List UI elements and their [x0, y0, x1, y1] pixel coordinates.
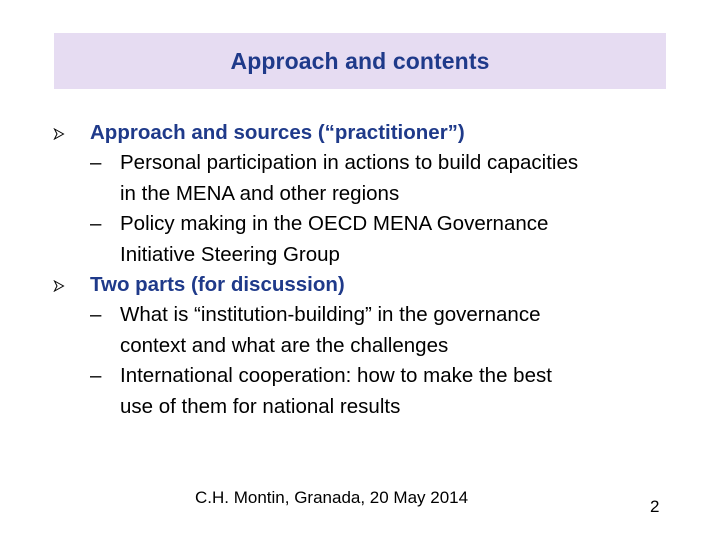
sub-item-line: Initiative Steering Group — [120, 242, 340, 266]
sub-item-line: What is “institution-building” in the governance — [120, 303, 541, 326]
page-number: 2 — [650, 497, 660, 516]
sub-list — [90, 300, 690, 422]
sub-item — [90, 361, 660, 422]
sub-item-line: International cooperation: how to make the best — [120, 364, 552, 387]
slide-title: Approach and contents — [230, 47, 490, 74]
sub-item — [90, 148, 660, 209]
sub-item-line: context and what are the challenges — [120, 333, 449, 357]
sub-item-line: Policy making in the OECD MENA Governance — [120, 212, 549, 235]
arrow-bullet-icon — [53, 280, 65, 292]
dash-marker: – — [90, 303, 102, 326]
sub-item-line: in the MENA and other regions — [120, 181, 400, 205]
bullet-heading: Approach and sources (“practitioner”) — [90, 121, 465, 144]
bullet-item — [0, 118, 690, 270]
dash-marker: – — [90, 151, 102, 174]
sub-item-line: use of them for national results — [120, 394, 401, 418]
sub-list — [90, 148, 690, 270]
footer-text: C.H. Montin, Granada, 20 May 2014 — [195, 488, 469, 507]
sub-item — [90, 209, 660, 270]
bullet-heading: Two parts (for discussion) — [90, 273, 345, 296]
title-bar — [54, 33, 666, 89]
sub-item — [90, 300, 660, 361]
slide-content — [0, 118, 720, 422]
bullet-item — [0, 270, 690, 422]
arrow-bullet-icon — [53, 128, 65, 140]
dash-marker: – — [90, 212, 102, 235]
sub-item-line: Personal participation in actions to build capacities — [120, 151, 579, 174]
dash-marker: – — [90, 364, 102, 387]
